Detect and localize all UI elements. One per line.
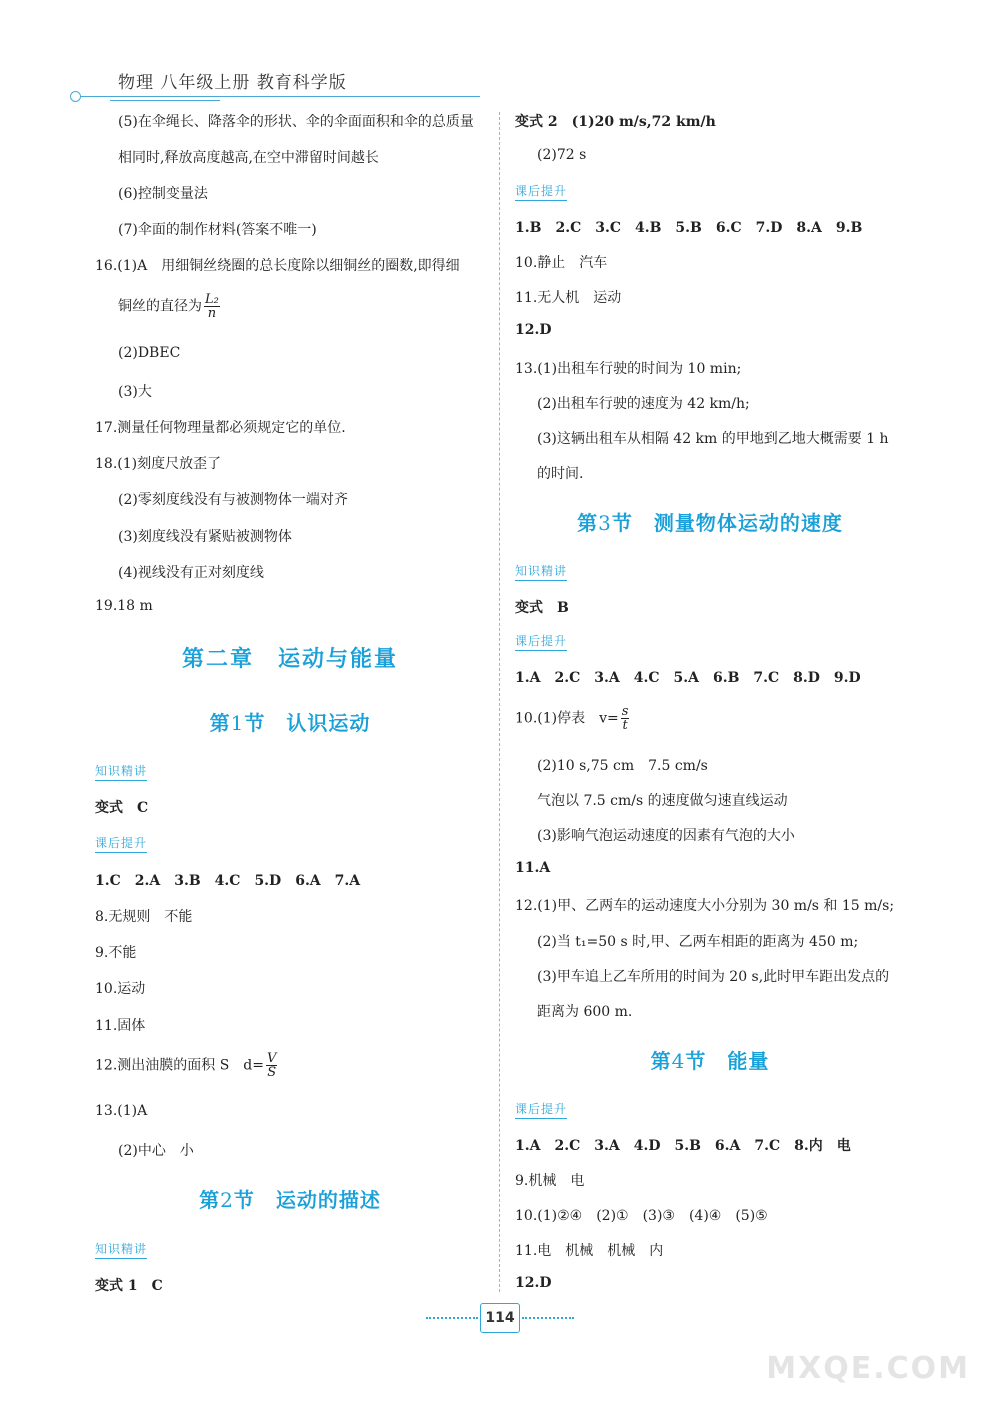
q12-answer — [95, 1052, 279, 1079]
chapter-title: 第二章 运动与能量 — [181, 646, 398, 672]
tag-knowledge-1: 知识精讲 — [95, 762, 147, 781]
section-3-prefix: 第 — [577, 511, 599, 535]
left-line-1: (5)在伞绳长、降落伞的形状、伞的伞面面积和伞的总质量 — [118, 114, 474, 130]
tag-after-class-2: 课后提升 — [515, 182, 567, 201]
s12-line-3: (3)甲车追上乙车所用的时间为 20 s,此时甲车距出发点的 — [537, 969, 890, 985]
r11-answer: 11.无人机 运动 — [515, 290, 622, 306]
e12-answer: 12.D — [515, 1275, 552, 1291]
tag-knowledge-2: 知识精讲 — [95, 1240, 147, 1259]
answers2-1-9: 1.B 2.C 3.C 4.B 5.B 6.C 7.D 8.A 9.B — [515, 220, 863, 236]
column-divider — [499, 112, 500, 1292]
section-3-title — [510, 507, 910, 536]
q16-fraction — [204, 293, 220, 320]
q10-answer: 10.运动 — [95, 981, 146, 997]
q13-part2: (2)中心 小 — [118, 1143, 194, 1159]
answers4-1-8: 1.A 2.C 3.A 4.D 5.B 6.A 7.C 8.内 电 — [515, 1138, 851, 1154]
variant-2-line-1: 变式 2 (1)20 m/s,72 km/h — [515, 114, 716, 130]
section-1-title — [90, 707, 490, 736]
tag-after-class-4: 课后提升 — [515, 1100, 567, 1119]
page-number-dots-right — [522, 1317, 574, 1319]
watermark-logo: MXQE.COM — [766, 1351, 970, 1386]
s10-fraction — [621, 705, 630, 732]
section-2-title — [90, 1184, 490, 1213]
s12-line-2: (2)当 t₁=50 s 时,甲、乙两车相距的距离为 450 m; — [537, 934, 859, 950]
section-2-name: 节 运动的描述 — [233, 1188, 381, 1212]
answers-1-7: 1.C 2.A 3.B 4.C 5.D 6.A 7.A — [95, 873, 361, 889]
e9-answer: 9.机械 电 — [515, 1173, 585, 1189]
r12-answer: 12.D — [515, 322, 552, 338]
section-2-number: 2 — [220, 1188, 234, 1212]
variant-2-line-2: (2)72 s — [537, 147, 587, 163]
r13-line-3: (3)这辆出租车从相隔 42 km 的甲地到乙地大概需要 1 h — [537, 431, 889, 447]
q18-line-4: (4)视线没有正对刻度线 — [118, 565, 264, 581]
section-1-name: 节 认识运动 — [244, 711, 371, 735]
q9-answer: 9.不能 — [95, 945, 137, 961]
q16-part3: (3)大 — [118, 384, 152, 400]
left-line-2: 相同时,释放高度越高,在空中滞留时间越长 — [118, 150, 379, 166]
tag-after-class-3: 课后提升 — [515, 632, 567, 651]
variant-c: 变式 C — [95, 800, 149, 816]
q12-fraction — [266, 1052, 277, 1079]
q8-answer: 8.无规则 不能 — [95, 909, 193, 925]
s10-fraction-denominator: t — [622, 718, 628, 733]
s10-line-4: (3)影响气泡运动速度的因素有气泡的大小 — [537, 828, 795, 844]
s10-fraction-numerator: s — [621, 704, 629, 719]
tag-after-class-1: 课后提升 — [95, 834, 147, 853]
q17-line: 17.测量任何物理量都必须规定它的单位. — [95, 420, 346, 436]
variant-1: 变式 1 C — [95, 1278, 163, 1294]
section-4-title — [510, 1045, 910, 1074]
q12-fraction-denominator: S — [267, 1065, 277, 1080]
header-rule — [80, 96, 480, 97]
e10-answer: 10.(1)②④ (2)① (3)③ (4)④ (5)⑤ — [515, 1208, 768, 1224]
page-number: 114 — [480, 1303, 520, 1333]
section-2-prefix: 第 — [199, 1188, 221, 1212]
section-1-prefix: 第 — [209, 711, 231, 735]
q18-line-3: (3)刻度线没有紧贴被测物体 — [118, 529, 292, 545]
q18-line-2: (2)零刻度线没有与被测物体一端对齐 — [118, 492, 348, 508]
q16-line: 16.(1)A 用细铜丝绕圈的总长度除以细铜丝的圈数,即得细 — [95, 258, 460, 274]
s11-answer: 11.A — [515, 860, 551, 876]
section-3-number: 3 — [598, 511, 612, 535]
q16-part2: (2)DBEC — [118, 345, 181, 361]
q16-fraction-denominator: n — [207, 306, 217, 321]
left-line-4: (7)伞面的制作材料(答案不唯一) — [118, 222, 317, 238]
page-number-dots-left — [426, 1317, 478, 1319]
q16-diameter-line — [118, 293, 222, 320]
q12-fraction-numerator: V — [267, 1051, 277, 1066]
s10-line-3: 气泡以 7.5 cm/s 的速度做匀速直线运动 — [537, 793, 788, 809]
r13-line-2: (2)出租车行驶的速度为 42 km/h; — [537, 396, 750, 412]
q18-line-1: 18.(1)刻度尺放歪了 — [95, 456, 222, 472]
s10-line-2: (2)10 s,75 cm 7.5 cm/s — [537, 758, 708, 774]
r13-line-1: 13.(1)出租车行驶的时间为 10 min; — [515, 361, 742, 377]
page-header — [70, 60, 490, 110]
r13-line-4: 的时间. — [537, 466, 584, 482]
section-1-number: 1 — [230, 711, 245, 735]
q19-line: 19.18 m — [95, 598, 153, 614]
variant-b: 变式 B — [515, 600, 569, 616]
q13-part1: 13.(1)A — [95, 1103, 148, 1119]
q16-fraction-numerator: L₂ — [205, 292, 219, 307]
q11-answer: 11.固体 — [95, 1018, 146, 1034]
s12-line-1: 12.(1)甲、乙两车的运动速度大小分别为 30 m/s 和 15 m/s; — [515, 898, 895, 914]
header-rule-secondary — [110, 100, 220, 101]
s10-text: 10.(1)停表 v= — [515, 710, 619, 727]
e11-answer: 11.电 机械 机械 内 — [515, 1243, 664, 1259]
q16-diameter-text: 铜丝的直径为 — [118, 298, 202, 315]
section-4-number: 4 — [671, 1049, 686, 1073]
section-3-name: 节 测量物体运动的速度 — [611, 511, 843, 535]
section-4-prefix: 第 — [650, 1049, 672, 1073]
answers3-1-9: 1.A 2.C 3.A 4.C 5.A 6.B 7.C 8.D 9.D — [515, 670, 861, 686]
section-4-name: 节 能量 — [685, 1049, 770, 1073]
s10-line-1 — [515, 705, 631, 732]
header-title: 物理 八年级上册 教育科学版 — [118, 73, 347, 93]
q12-text: 12.测出油膜的面积 S d= — [95, 1057, 264, 1074]
tag-knowledge-3: 知识精讲 — [515, 562, 567, 581]
left-line-3: (6)控制变量法 — [118, 186, 208, 202]
s12-line-4: 距离为 600 m. — [537, 1004, 633, 1020]
r10-answer: 10.静止 汽车 — [515, 255, 608, 271]
